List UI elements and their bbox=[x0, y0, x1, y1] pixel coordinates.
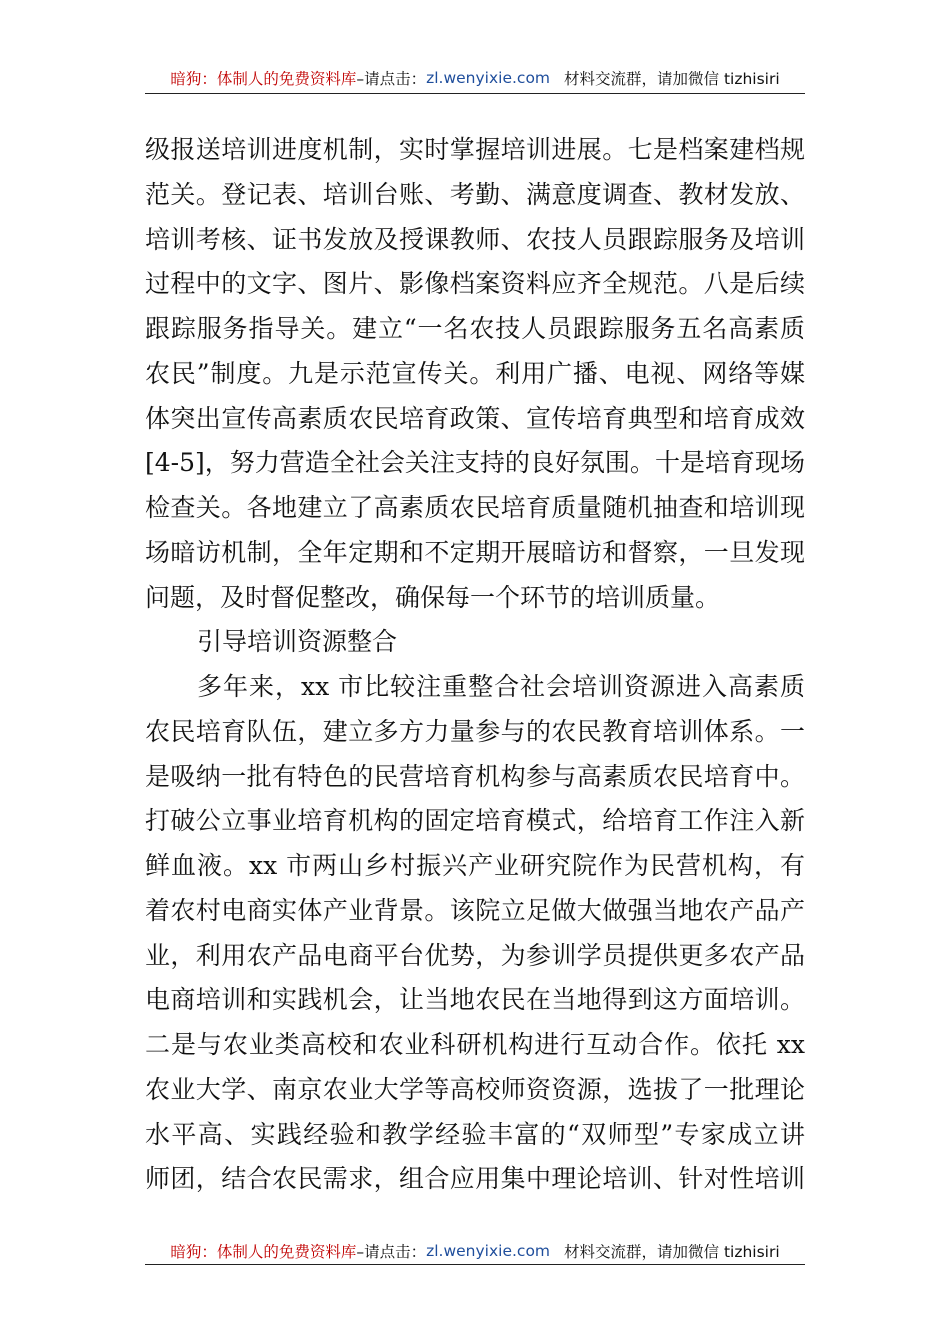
footer-click-prompt: –请点击： bbox=[356, 1243, 427, 1261]
paragraph-line: 检查关。各地建立了高素质农民培育质量随机抽查和培训现 bbox=[145, 493, 805, 522]
paragraph-line: 电商培训和实践机会，让当地农民在当地得到这方面培训。 bbox=[145, 985, 805, 1015]
paragraph-line: 体突出宣传高素质农民培育政策、宣传培育典型和培育成效 bbox=[145, 403, 805, 433]
paragraph-line: 鲜血液。xx 市两山乡村振兴产业研究院作为民营机构，有 bbox=[145, 851, 805, 880]
paragraph-line: 农民培育队伍，建立多方力量参与的农民教育培训体系。一 bbox=[145, 716, 805, 746]
paragraph-line: 水平高、实践经验和教学经验丰富的“双师型”专家成立讲 bbox=[145, 1119, 805, 1149]
paragraph-line: 二是与农业类高校和农业科研机构进行互动合作。依托 xx bbox=[145, 1030, 805, 1059]
footer-divider bbox=[145, 1264, 805, 1265]
header-divider bbox=[145, 93, 805, 94]
paragraph-line: 问题，及时督促整改，确保每一个环节的培训质量。 bbox=[145, 582, 721, 612]
paragraph-line: 农民”制度。九是示范宣传关。利用广播、电视、网络等媒 bbox=[145, 358, 805, 388]
document-body bbox=[145, 128, 805, 1202]
section-heading: 引导培训资源整合 bbox=[197, 627, 398, 657]
paragraph-line: 打破公立事业培育机构的固定培育模式，给培育工作注入新 bbox=[145, 806, 805, 836]
header-group-text: 材料交流群，请加微信 tizhisiri bbox=[564, 70, 780, 88]
paragraph-line: 师团，结合农民需求，组合应用集中理论培训、针对性培训 bbox=[145, 1164, 805, 1194]
header-brand: 暗狗：体制人的免费资料库 bbox=[170, 70, 357, 88]
header-url-link[interactable]: zl.wenyixie.com bbox=[426, 69, 551, 87]
footer-banner bbox=[145, 1240, 805, 1262]
footer-brand: 暗狗：体制人的免费资料库 bbox=[170, 1243, 357, 1261]
header-banner bbox=[145, 67, 805, 89]
header-click-prompt: –请点击： bbox=[356, 70, 427, 88]
paragraph-line: 培训考核、证书发放及授课教师、农技人员跟踪服务及培训 bbox=[145, 224, 805, 254]
paragraph-line: 多年来，xx 市比较注重整合社会培训资源进入高素质 bbox=[197, 672, 805, 701]
paragraph-line: 跟踪服务指导关。建立“一名农技人员跟踪服务五名高素质 bbox=[145, 314, 805, 343]
footer-url-link[interactable]: zl.wenyixie.com bbox=[426, 1242, 551, 1260]
paragraph-line: 范关。登记表、培训台账、考勤、满意度调查、教材发放、 bbox=[145, 179, 805, 209]
paragraph-line: [4-5]，努力营造全社会关注支持的良好氛围。十是培育现场 bbox=[145, 448, 805, 478]
paragraph-line: 场暗访机制，全年定期和不定期开展暗访和督察，一旦发现 bbox=[145, 537, 805, 567]
paragraph-line: 着农村电商实体产业背景。该院立足做大做强当地农产品产 bbox=[145, 895, 805, 925]
paragraph-line: 是吸纳一批有特色的民营培育机构参与高素质农民培育中。 bbox=[145, 761, 805, 791]
paragraph-line: 过程中的文字、图片、影像档案资料应齐全规范。八是后续 bbox=[145, 269, 805, 299]
paragraph-line: 业，利用农产品电商平台优势，为参训学员提供更多农产品 bbox=[145, 940, 805, 970]
paragraph-line: 农业大学、南京农业大学等高校师资资源，选拔了一批理论 bbox=[145, 1074, 805, 1104]
paragraph-line: 级报送培训进度机制，实时掌握培训进展。七是档案建档规 bbox=[145, 135, 805, 164]
footer-group-text: 材料交流群，请加微信 tizhisiri bbox=[564, 1243, 780, 1261]
